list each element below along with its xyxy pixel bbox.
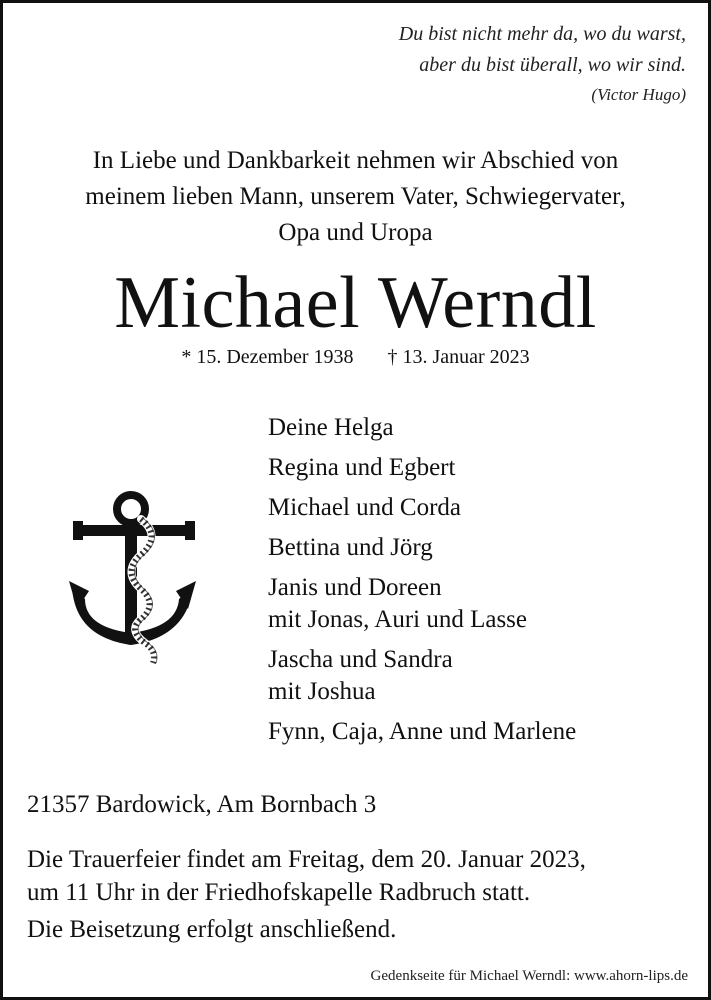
family-member: Michael und Corda — [268, 494, 462, 521]
service-info — [27, 843, 697, 909]
quote-line-2: aber du bist überall, wo wir sind. — [419, 54, 686, 76]
intro-line-1: In Liebe und Dankbarkeit nehmen wir Abschied von — [92, 147, 619, 174]
burial-info: Die Beisetzung erfolgt anschließend. — [27, 916, 397, 943]
family-member: Deine Helga — [268, 414, 394, 441]
family-member: Bettina und Jörg — [268, 534, 433, 561]
death-date: † 13. Januar 2023 — [387, 346, 530, 368]
life-dates — [3, 343, 708, 371]
family-member: Fynn, Caja, Anne und Marlene — [268, 718, 577, 745]
family-member: Jascha und Sandra mit Joshua — [268, 643, 576, 708]
address: 21357 Bardowick, Am Bornbach 3 — [27, 791, 377, 818]
service-line-2: um 11 Uhr in der Friedhofskapelle Radbruch statt. — [27, 879, 531, 906]
quote — [399, 19, 686, 109]
family-member-children: mit Joshua — [268, 678, 376, 705]
memorial-page-link[interactable]: Gedenkseite für Michael Werndl: www.ahorn-lips.de — [370, 968, 688, 984]
birth-date: * 15. Dezember 1938 — [181, 346, 354, 368]
intro-line-2: meinem lieben Mann, unserem Vater, Schwiegervater, — [85, 183, 626, 210]
quote-line-1: Du bist nicht mehr da, wo du warst, — [398, 23, 686, 45]
family-member: Janis und Doreen mit Jonas, Auri und Lasse — [268, 571, 576, 636]
service-line-1: Die Trauerfeier findet am Freitag, dem 20. Januar 2023, — [27, 846, 586, 873]
anchor-icon — [69, 487, 199, 667]
intro-text — [3, 143, 708, 251]
family-member: Regina und Egbert — [268, 454, 456, 481]
intro-line-3: Opa und Uropa — [278, 219, 433, 246]
family-member-children: mit Jonas, Auri und Lasse — [268, 606, 528, 633]
quote-author: (Victor Hugo) — [591, 85, 686, 104]
deceased-name: Michael Werndl — [114, 262, 597, 344]
family-list — [268, 411, 576, 755]
